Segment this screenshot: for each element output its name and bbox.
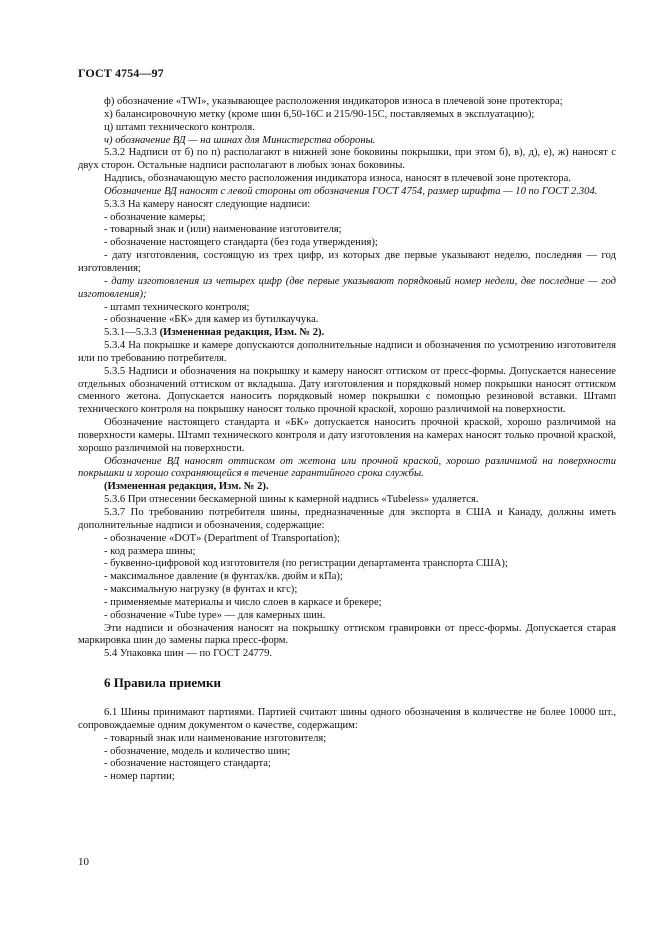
list-item: - штамп технического контроля; <box>104 301 250 313</box>
list-item: - применяемые материалы и число слоев в каркасе и брекере; <box>104 596 382 608</box>
page-number: 10 <box>78 856 89 868</box>
section-heading: 6 Правила приемки <box>104 675 221 691</box>
list-item: - дату изготовления из четырех цифр (две первые указывают порядковый номер недели, две последние — год изготовления); <box>78 275 616 300</box>
paragraph: ч) обозначение ВД — на шинах для Министерства обороны. <box>104 134 376 146</box>
paragraph: 5.3.4 На покрышке и камере допускаются дополнительные надписи и обозначения по усмотрению изготовителя или по требованию потребителя. <box>78 340 616 364</box>
paragraph: 5.3.5 Надписи и обозначения на покрышку и камеру наносят оттиском от пресс-формы. Допускается нанесение отдельных обозначений оттиском от вкладыша. Дату изготовления и порядковый номер покрышки наносят оттиском сменного жетона. Допускается наносить порядковый номер покрышки с помощью резиновой вставки. Штамп технического контроля на покрышку наносят только прочной краской, хорошо различимой на поверхности. <box>78 365 616 416</box>
list-item: - обозначение «DOT» (Department of Transportation); <box>104 532 340 544</box>
list-item: - номер партии; <box>104 771 175 783</box>
paragraph: х) балансировочную метку (кроме шин 6,50-16С и 215/90-15С, поставляемых в эксплуатацию); <box>104 108 535 120</box>
amendment-note <box>78 327 616 340</box>
list-item: - максимальную нагрузку (в фунтах и кгс); <box>104 584 298 596</box>
paragraph: Надпись, обозначающую место расположения индикатора износа, наносят в плечевой зоне протектора. <box>104 173 571 185</box>
list-item: - товарный знак или наименование изготовителя; <box>104 732 327 744</box>
list-item: - максимальное давление (в фунтах/кв. дюйм и кПа); <box>104 571 343 583</box>
list-item: - товарный знак и (или) наименование изготовителя; <box>104 224 342 236</box>
paragraph: 5.3.3 На камеру наносят следующие надписи: <box>104 198 311 210</box>
paragraph: ц) штамп технического контроля. <box>104 121 255 133</box>
paragraph: Обозначение ВД наносят оттиском от жетона или прочной краской, хорошо различимой на поверхности покрышки и хорошо сохраняющейся в течение гарантийного срока службы. <box>78 455 616 480</box>
paragraph: Обозначение ВД наносят с левой стороны от обозначения ГОСТ 4754, размер шрифта — 10 по ГОСТ 2.304. <box>104 185 598 197</box>
paragraph: 5.3.6 При отнесении бескамерной шины к камерной надпись «Tubeless» удаляется. <box>104 494 479 506</box>
document-body <box>78 96 616 784</box>
list-item: - обозначение «БК» для камер из бутилкаучука. <box>104 314 319 326</box>
list-item: - обозначение, модель и количество шин; <box>104 745 291 757</box>
paragraph: ф) обозначение «TWI», указывающее расположения индикаторов износа в плечевой зоне протектора; <box>104 96 563 107</box>
list-item: - обозначение «Tube type» — для камерных шин. <box>104 609 326 621</box>
amendment-ref: 5.3.1—5.3.3 <box>104 327 157 339</box>
amendment-note: (Измененная редакция, Изм. № 2). <box>104 481 269 493</box>
list-item: - обозначение настоящего стандарта; <box>104 758 271 770</box>
page-header: ГОСТ 4754—97 <box>78 66 164 80</box>
list-item: - буквенно-цифровой код изготовителя (по регистрации департамента транспорта США); <box>104 558 508 570</box>
paragraph: 5.3.7 По требованию потребителя шины, предназначенные для экспорта в США и Канаду, должны иметь дополнительные надписи и обозначения, содержащие: <box>78 507 616 531</box>
paragraph: 5.4 Упаковка шин — по ГОСТ 24779. <box>104 648 273 660</box>
paragraph: 6.1 Шины принимают партиями. Партией считают шины одного обозначения в количестве не более 10000 шт., сопровождаемые одним документом о качестве, содержащим: <box>78 706 616 731</box>
list-item: - дату изготовления, состоящую из трех цифр, из которых две первые указывают неделю, последняя — год изготовления; <box>78 250 616 274</box>
paragraph: Эти надписи и обозначения наносят на покрышку оттиском гравировки от пресс-формы. Допускается старая маркировка шин до замены парка пресс-форм. <box>78 622 616 647</box>
list-item: - обозначение камеры; <box>104 211 206 223</box>
list-item: - код размера шины; <box>104 545 196 557</box>
paragraph: 5.3.2 Надписи от б) по п) располагают в нижней зоне боковины покрышки, при этом б), в), д), е), ж) наносят с двух сторон. Остальные надписи располагают в любых зонах боковины. <box>78 147 616 172</box>
list-item: - обозначение настоящего стандарта (без года утверждения); <box>104 237 378 249</box>
paragraph: Обозначение настоящего стандарта и «БК» допускается наносить прочной краской, хорошо различимой на поверхности камеры. Штамп технического контроля и дату изготовления на камерах наносят только прочной краской, хорошо различимой на поверхности. <box>78 417 616 454</box>
amendment-text: (Измененная редакция, Изм. № 2). <box>159 327 325 339</box>
